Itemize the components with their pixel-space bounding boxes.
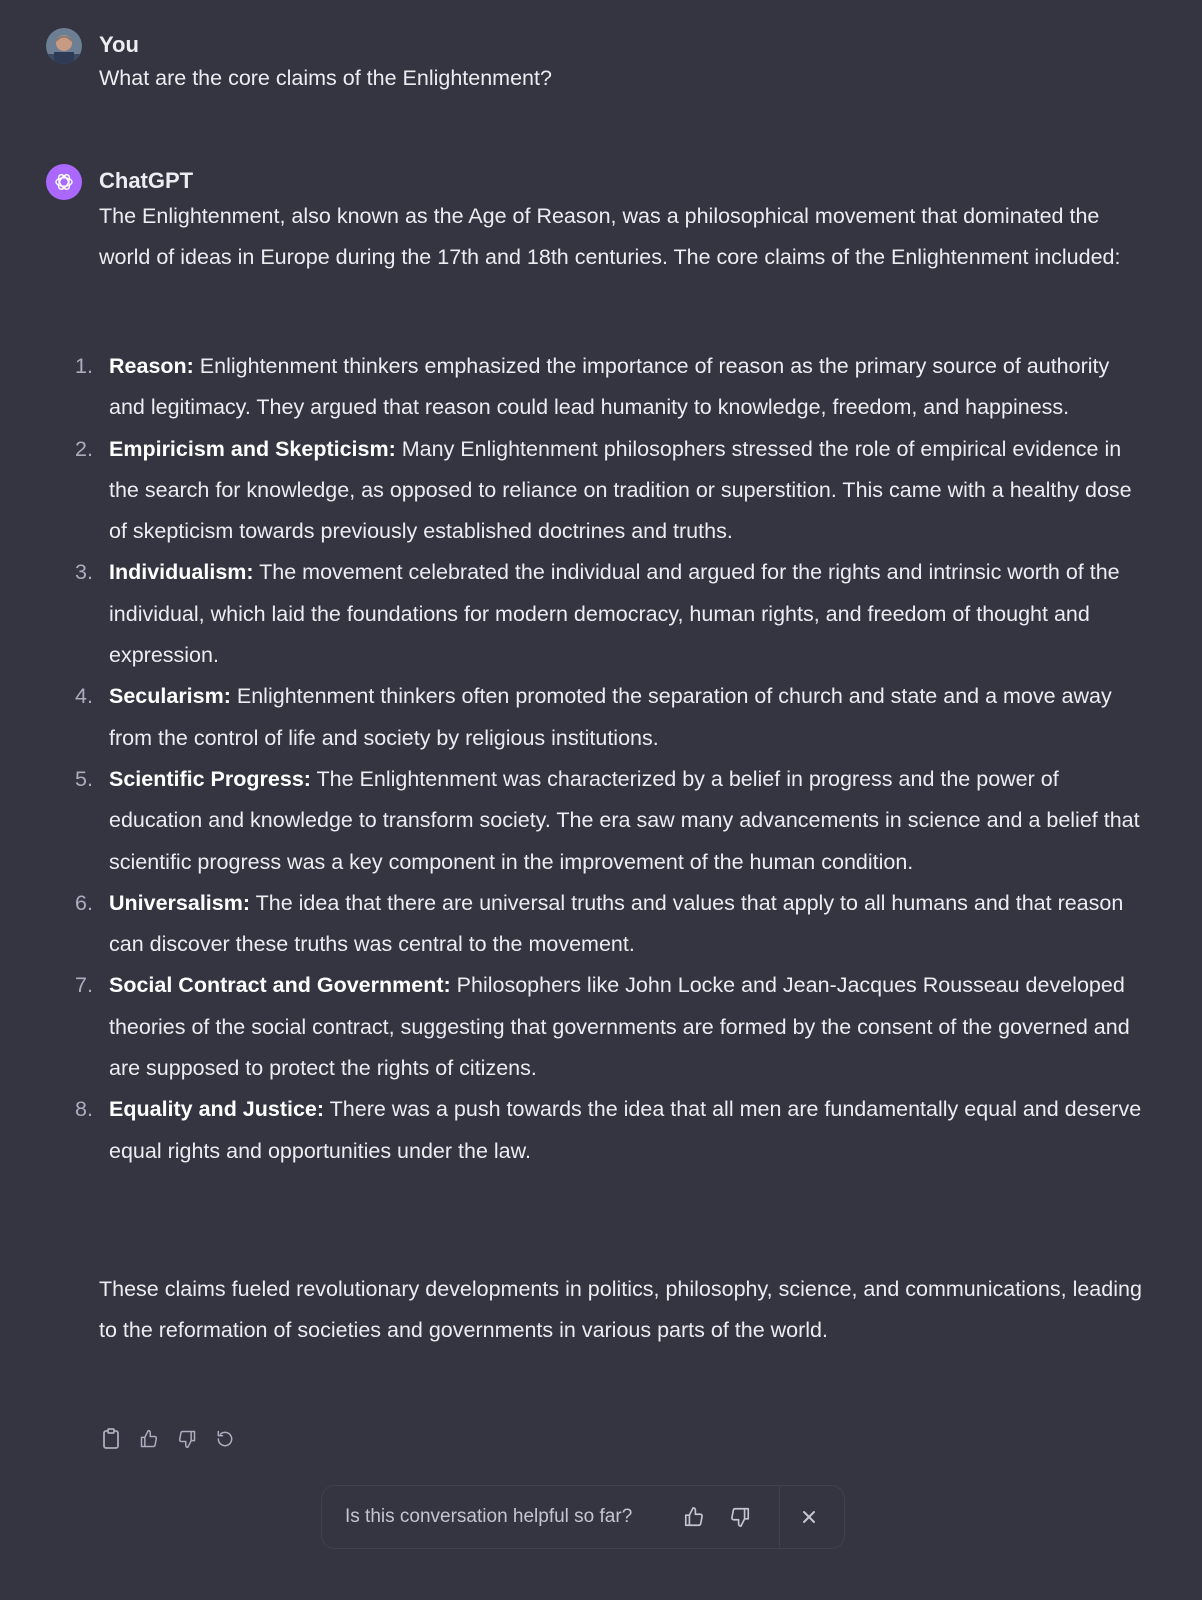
claim-title: Empiricism and Skepticism: <box>109 436 396 461</box>
list-item <box>75 1089 1142 1172</box>
list-number: 4. <box>75 684 93 709</box>
list-item <box>75 759 1142 883</box>
claims-list <box>75 346 1142 1172</box>
assistant-author-name: ChatGPT <box>99 168 194 193</box>
claim-text: There was a push towards the idea that all men are fundamentally equal and deserve equal rights and opportunities under the law. <box>109 1097 1142 1163</box>
thumbs-down-icon <box>729 1506 751 1528</box>
thumbs-down-button[interactable] <box>177 1428 197 1450</box>
copy-icon <box>101 1428 121 1450</box>
thumbs-down-icon <box>177 1428 197 1450</box>
claim-title: Scientific Progress: <box>109 766 311 791</box>
list-number: 3. <box>75 560 93 585</box>
thumbs-up-icon <box>139 1428 159 1450</box>
feedback-divider <box>779 1485 780 1549</box>
feedback-bar <box>321 1485 845 1549</box>
list-number: 7. <box>75 973 93 998</box>
claim-title: Reason: <box>109 354 194 378</box>
list-number: 5. <box>75 766 93 791</box>
claim-text: Enlightenment thinkers emphasized the importance of reason as the primary source of authority and legitimacy. They argued that reason could lead humanity to knowledge, freedom, and happiness. <box>109 354 1110 420</box>
user-avatar <box>46 28 82 64</box>
message-actions <box>101 1428 235 1450</box>
claim-text: The Enlightenment was characterized by a belief in progress and the power of education and knowledge to transform society. The era saw many advancements in science and a belief that scientific progress was a key component in the improvement of the human condition. <box>109 766 1140 874</box>
claim-title: Social Contract and Government: <box>109 973 451 998</box>
feedback-close-button[interactable] <box>792 1500 826 1534</box>
chatgpt-avatar <box>46 164 82 200</box>
claim-text: Many Enlightenment philosophers stressed the role of empirical evidence in the search for knowledge, as opposed to reliance on tradition or superstition. This came with a healthy dose of skepticism towards previously established doctrines and truths. <box>109 436 1132 544</box>
claim-text: The movement celebrated the individual and argued for the rights and intrinsic worth of the individual, which laid the foundations for modern democracy, human rights, and freedom of thought and expression. <box>109 560 1120 668</box>
list-number: 8. <box>75 1097 93 1122</box>
copy-button[interactable] <box>101 1428 121 1450</box>
claim-title: Universalism: <box>109 890 251 915</box>
list-item <box>75 883 1142 966</box>
user-avatar-photo <box>46 28 82 64</box>
list-item <box>75 346 1142 429</box>
user-author-name: You <box>99 32 139 57</box>
close-icon <box>801 1509 817 1525</box>
claim-title: Secularism: <box>109 684 231 709</box>
regenerate-button[interactable] <box>215 1428 235 1450</box>
list-item <box>75 552 1142 676</box>
list-item <box>75 429 1142 553</box>
claim-text: Philosophers like John Locke and Jean-Jacques Rousseau developed theories of the social contract, suggesting that governments are formed by the consent of the governed and are supposed to protect the rights of citizens. <box>109 973 1130 1081</box>
list-item <box>75 676 1142 759</box>
user-message-text: What are the core claims of the Enlightenment? <box>99 66 552 90</box>
assistant-outro-text: These claims fueled revolutionary developments in politics, philosophy, science, and communications, leading to the reformation of societies and governments in various parts of the world. <box>99 1277 1142 1343</box>
regenerate-icon <box>215 1428 235 1450</box>
feedback-thumbs-up-button[interactable] <box>677 1500 711 1534</box>
list-number: 6. <box>75 890 93 915</box>
list-number: 2. <box>75 436 93 461</box>
claim-text: The idea that there are universal truths and values that apply to all humans and that reason can discover these truths was central to the movement. <box>109 890 1124 957</box>
thumbs-up-icon <box>683 1506 705 1528</box>
list-item <box>75 965 1142 1089</box>
claim-title: Equality and Justice: <box>109 1097 325 1122</box>
list-number: 1. <box>75 354 93 378</box>
openai-logo-icon <box>52 170 76 194</box>
assistant-intro-text: The Enlightenment, also known as the Age of Reason, was a philosophical movement that dominated the world of ideas in Europe during the 17th and 18th centuries. The core claims of the Enlightenment included: <box>99 204 1121 270</box>
feedback-question: Is this conversation helpful so far? <box>345 1506 633 1527</box>
feedback-thumbs-down-button[interactable] <box>723 1500 757 1534</box>
claim-text: Enlightenment thinkers often promoted the separation of church and state and a move away from the control of life and society by religious institutions. <box>109 684 1112 750</box>
claim-title: Individualism: <box>109 560 254 585</box>
thumbs-up-button[interactable] <box>139 1428 159 1450</box>
